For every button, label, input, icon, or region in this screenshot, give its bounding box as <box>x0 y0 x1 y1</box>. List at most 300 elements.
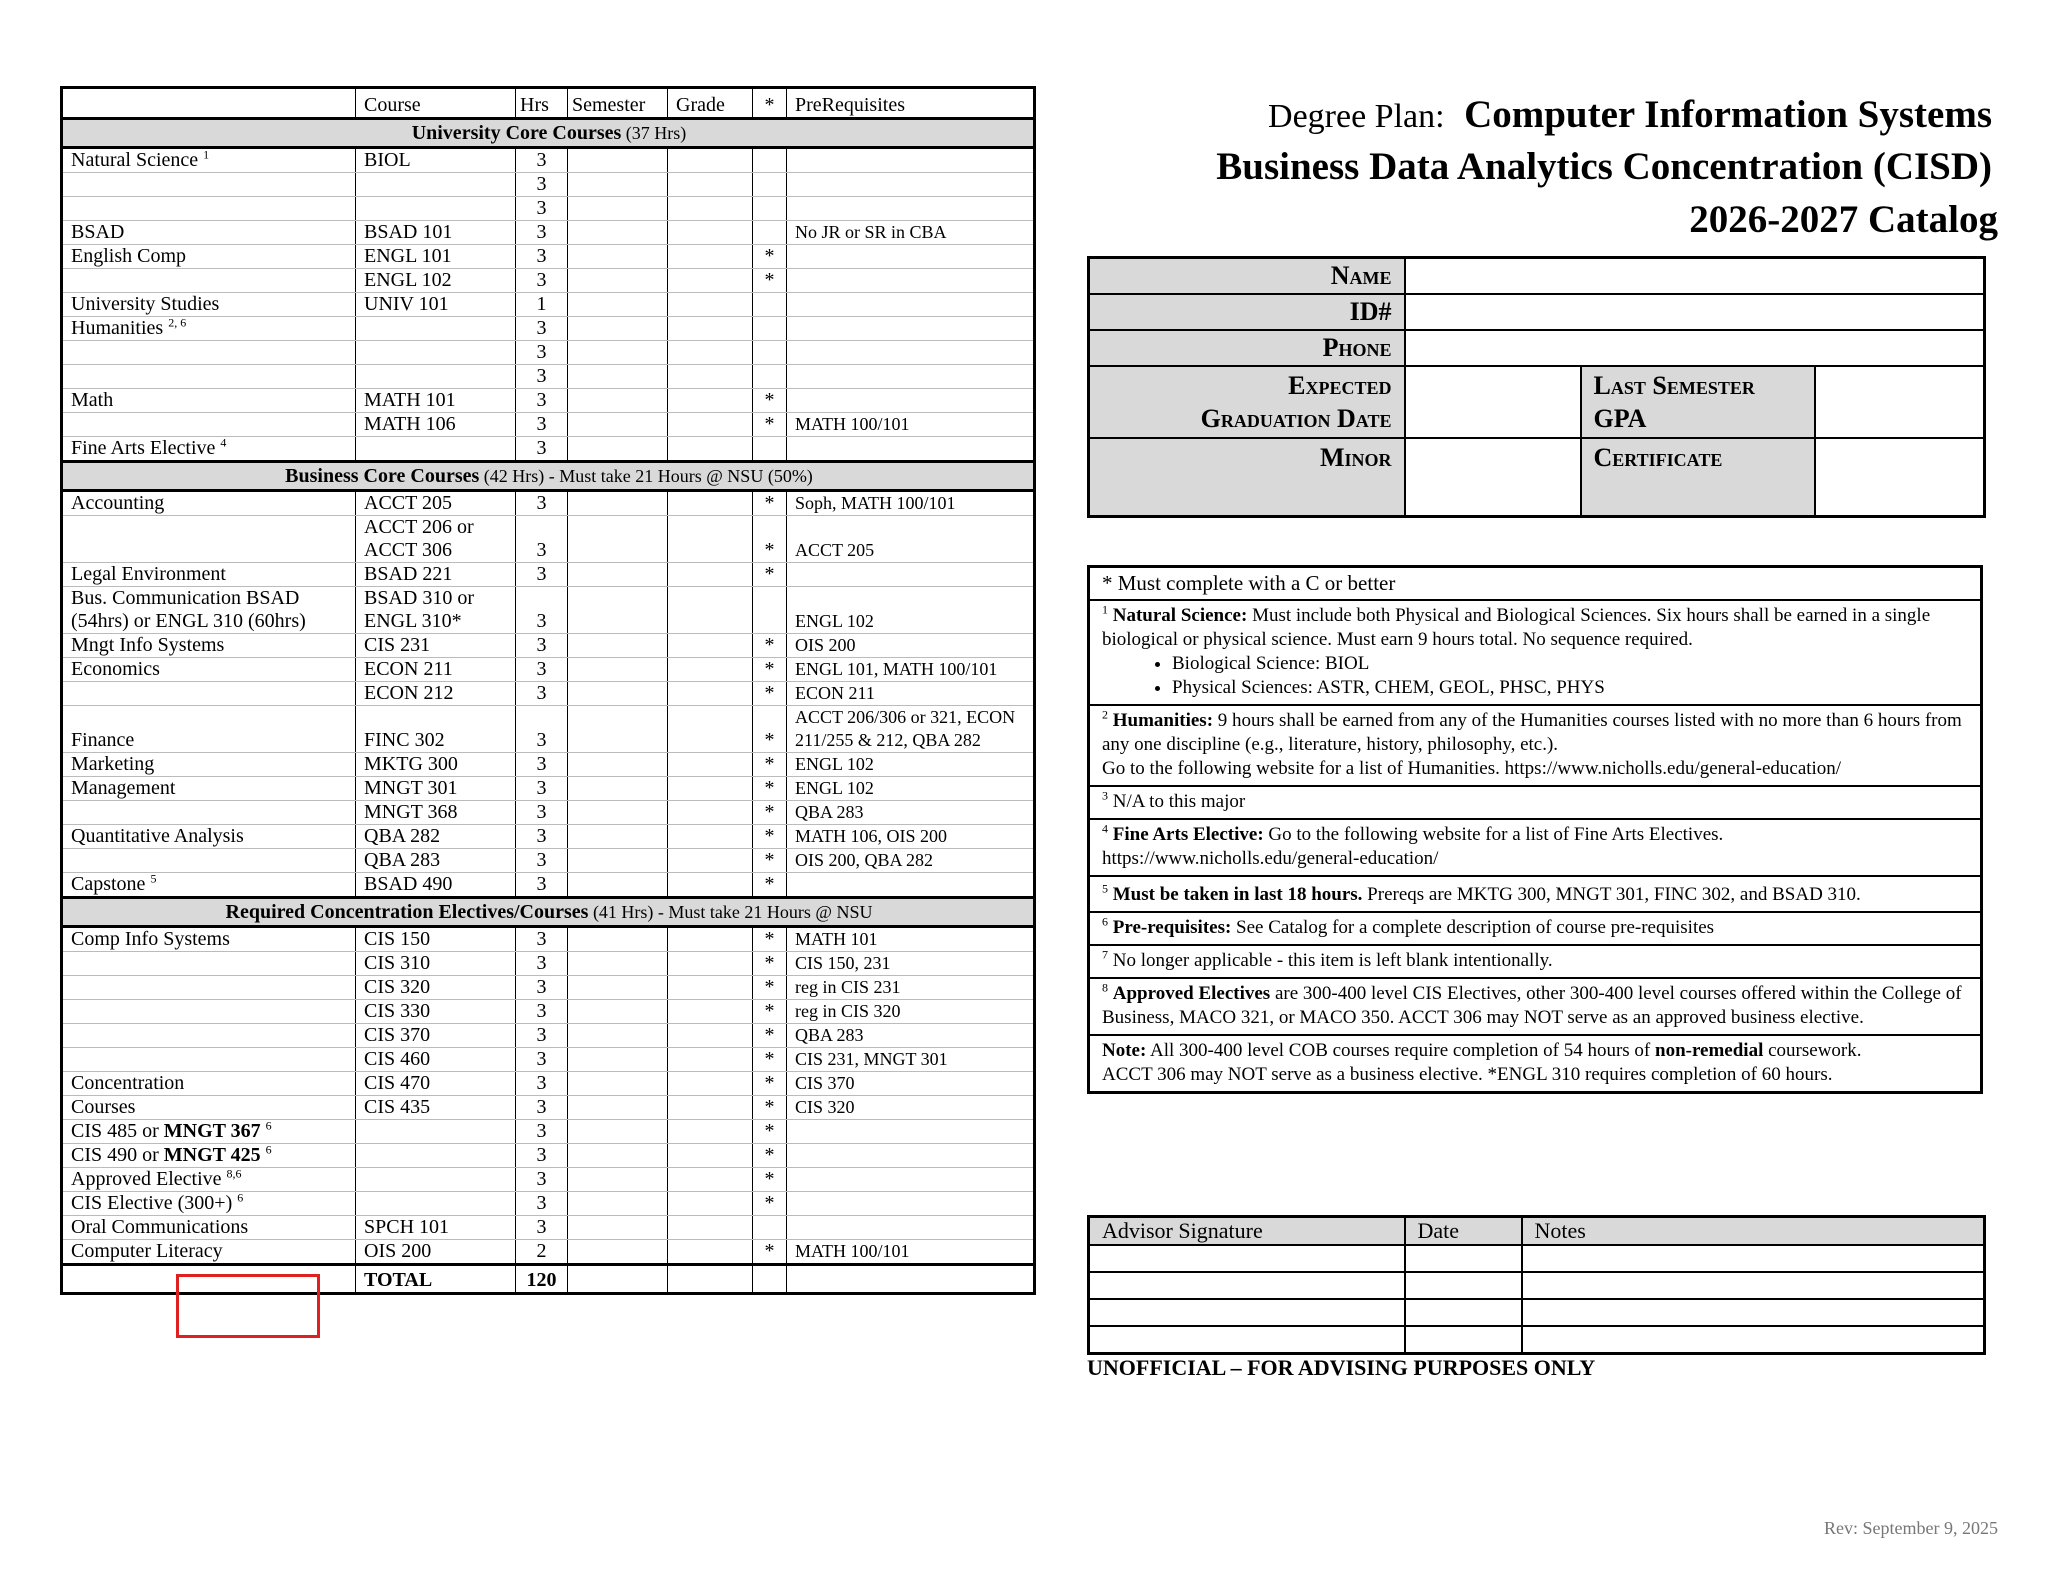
advisor-notes-cell[interactable] <box>1522 1272 1985 1299</box>
course-hours: 3 <box>516 1216 568 1240</box>
advisor-notes-cell[interactable] <box>1522 1245 1985 1272</box>
semester-cell[interactable] <box>568 317 668 341</box>
grade-cell[interactable] <box>668 317 753 341</box>
semester-cell[interactable] <box>568 1000 668 1024</box>
course-code: FINC 302 <box>356 706 516 753</box>
note-2: $^2$ Humanities: 9 hours shall be earned from any of the Humanities courses listed with no more than 6 hours from any one discipline (e.g., literature, history, philosophy, etc.). Go to the following website for a list of Humanities. https://www.nicholls.edu/general-education/ <box>1090 706 1980 787</box>
course-row <box>62 1000 1035 1024</box>
course-row <box>62 221 1035 245</box>
semester-cell[interactable] <box>568 1120 668 1144</box>
prerequisites <box>787 269 1035 293</box>
prerequisites: ECON 211 <box>787 682 1035 706</box>
course-row <box>62 1024 1035 1048</box>
course-hours: 3 <box>516 437 568 462</box>
semester-cell[interactable] <box>568 634 668 658</box>
course-row <box>62 413 1035 437</box>
course-row <box>62 563 1035 587</box>
semester-cell[interactable] <box>568 1168 668 1192</box>
c-or-better-marker <box>753 341 787 365</box>
course-area <box>62 873 356 898</box>
note-2-title: Humanities: <box>1112 710 1214 731</box>
semester-cell[interactable] <box>568 197 668 221</box>
course-area <box>62 269 356 293</box>
id-field[interactable] <box>1405 294 1985 330</box>
course-hours: 3 <box>516 413 568 437</box>
grade-cell[interactable] <box>668 491 753 516</box>
header-hrs: Hrs <box>516 88 568 119</box>
grade-cell[interactable] <box>668 437 753 462</box>
course-code: QBA 282 <box>356 825 516 849</box>
course-area-text: Math <box>71 389 114 411</box>
course-table-body <box>62 119 1035 1294</box>
course-area <box>62 197 356 221</box>
prerequisites <box>787 1120 1035 1144</box>
advisor-date-cell[interactable] <box>1405 1326 1522 1354</box>
semester-cell[interactable] <box>568 825 668 849</box>
section-note: (37 Hrs) <box>621 122 687 143</box>
total-empty <box>787 1265 1035 1294</box>
grade-cell[interactable] <box>668 1192 753 1216</box>
semester-cell[interactable] <box>568 952 668 976</box>
header-course: Course <box>356 88 516 119</box>
advisor-signature-header: Advisor Signature <box>1089 1217 1405 1246</box>
course-area-text: Marketing <box>71 753 155 775</box>
name-field[interactable] <box>1405 258 1985 295</box>
note-general-text2: ACCT 306 may NOT serve as a business elective. *ENGL 310 requires completion of 60 hours. <box>1102 1064 1833 1085</box>
prerequisites: reg in CIS 231 <box>787 976 1035 1000</box>
course-code: CIS 435 <box>356 1096 516 1120</box>
prerequisites <box>787 563 1035 587</box>
course-area <box>62 245 356 269</box>
course-area <box>62 1192 356 1216</box>
footnote-marker: 6 <box>237 1191 244 1205</box>
semester-cell[interactable] <box>568 245 668 269</box>
semester-cell[interactable] <box>568 1024 668 1048</box>
course-hours: 3 <box>516 849 568 873</box>
semester-cell[interactable] <box>568 777 668 801</box>
grade-cell[interactable] <box>668 1000 753 1024</box>
course-row <box>62 197 1035 221</box>
course-code: BSAD 490 <box>356 873 516 898</box>
course-area <box>62 1000 356 1024</box>
course-row <box>62 801 1035 825</box>
semester-cell[interactable] <box>568 341 668 365</box>
grade-cell[interactable] <box>668 1096 753 1120</box>
c-or-better-marker <box>753 317 787 341</box>
title-line-2: Business Data Analytics Concentration (CISD) <box>1216 145 1992 188</box>
semester-cell[interactable] <box>568 682 668 706</box>
course-hours: 3 <box>516 389 568 413</box>
semester-cell[interactable] <box>568 389 668 413</box>
section-header-row <box>62 898 1035 927</box>
grade-cell[interactable] <box>668 516 753 563</box>
c-or-better-marker <box>753 365 787 389</box>
grade-cell[interactable] <box>668 801 753 825</box>
course-area-text: Oral Communications <box>71 1216 249 1238</box>
last-semester-line2: GPA <box>1593 404 1647 433</box>
course-row <box>62 706 1035 753</box>
section-header <box>62 898 1035 927</box>
grade-cell[interactable] <box>668 563 753 587</box>
course-area <box>62 1144 356 1168</box>
grade-cell[interactable] <box>668 1168 753 1192</box>
grade-cell[interactable] <box>668 341 753 365</box>
semester-cell[interactable] <box>568 221 668 245</box>
grade-cell[interactable] <box>668 365 753 389</box>
course-code: ACCT 206 or ACCT 306 <box>356 516 516 563</box>
advisor-table <box>1087 1215 1986 1355</box>
course-area-text: Concentration <box>71 1072 185 1094</box>
advisor-date-cell[interactable] <box>1405 1245 1522 1272</box>
section-note: (41 Hrs) - Must take 21 Hours @ NSU <box>588 901 873 922</box>
course-code: CIS 330 <box>356 1000 516 1024</box>
course-hours: 3 <box>516 658 568 682</box>
prerequisites <box>787 197 1035 221</box>
advisor-row <box>1089 1299 1985 1326</box>
course-code: MATH 101 <box>356 389 516 413</box>
course-area-text: Computer Literacy <box>71 1240 223 1262</box>
c-or-better-marker: * <box>753 491 787 516</box>
course-area-text: Comp Info Systems <box>71 928 230 950</box>
semester-cell[interactable] <box>568 1096 668 1120</box>
semester-cell[interactable] <box>568 658 668 682</box>
semester-cell[interactable] <box>568 516 668 563</box>
note-1-text: Must include both Physical and Biological Sciences. Six hours shall be earned in a single biological or physical science. Must earn 9 hours total. No sequence required. <box>1102 605 1931 650</box>
note-5: $^5$ Must be taken in last 18 hours. Prereqs are MKTG 300, MNGT 301, FINC 302, and BSAD 310. <box>1090 877 1980 913</box>
last-semester-line1: Last Semester <box>1593 371 1755 400</box>
semester-cell[interactable] <box>568 927 668 952</box>
course-row <box>62 437 1035 462</box>
c-or-better-marker: * <box>753 1072 787 1096</box>
course-area <box>62 927 356 952</box>
grade-cell[interactable] <box>668 952 753 976</box>
grade-cell[interactable] <box>668 148 753 173</box>
title-line-1 <box>1268 92 1992 137</box>
grade-cell[interactable] <box>668 1120 753 1144</box>
note-8-title: Approved Electives <box>1112 983 1271 1004</box>
course-area-text: Mngt Info Systems <box>71 634 225 656</box>
note-5-text: Prereqs are MKTG 300, MNGT 301, FINC 302, and BSAD 310. <box>1362 884 1861 905</box>
semester-cell[interactable] <box>568 437 668 462</box>
note-1-bullet-physical: • Physical Sciences: ASTR, CHEM, GEOL, PHSC, PHYS <box>1172 676 1968 700</box>
course-row <box>62 777 1035 801</box>
advisor-signature-cell[interactable] <box>1089 1299 1405 1326</box>
grade-cell[interactable] <box>668 245 753 269</box>
course-row <box>62 1240 1035 1265</box>
course-area-text: CIS Elective (300+) <box>71 1192 233 1214</box>
course-area <box>62 849 356 873</box>
grade-cell[interactable] <box>668 777 753 801</box>
note-star <box>1090 568 1980 601</box>
course-hours: 3 <box>516 317 568 341</box>
semester-cell[interactable] <box>568 491 668 516</box>
course-row <box>62 173 1035 197</box>
grade-cell[interactable] <box>668 269 753 293</box>
prerequisites <box>787 148 1035 173</box>
prerequisites <box>787 389 1035 413</box>
advisor-date-cell[interactable] <box>1405 1299 1522 1326</box>
course-code: CIS 231 <box>356 634 516 658</box>
course-hours: 3 <box>516 516 568 563</box>
course-hours: 3 <box>516 927 568 952</box>
course-code: SPCH 101 <box>356 1216 516 1240</box>
grade-cell[interactable] <box>668 413 753 437</box>
course-hours: 3 <box>516 1048 568 1072</box>
semester-cell[interactable] <box>568 587 668 634</box>
minor-label <box>1089 438 1405 517</box>
course-row <box>62 365 1035 389</box>
note-1-list <box>1102 652 1968 700</box>
course-code: ECON 211 <box>356 658 516 682</box>
advisor-signature-cell[interactable] <box>1089 1326 1405 1354</box>
advisor-signature-cell[interactable] <box>1089 1245 1405 1272</box>
certificate-label-text: Certificate <box>1593 443 1723 472</box>
course-code <box>356 317 516 341</box>
grade-cell[interactable] <box>668 197 753 221</box>
prerequisites: Soph, MATH 100/101 <box>787 491 1035 516</box>
c-or-better-marker: * <box>753 952 787 976</box>
minor-field[interactable] <box>1405 438 1581 517</box>
course-area-text: Finance <box>71 729 135 751</box>
semester-cell[interactable] <box>568 269 668 293</box>
semester-cell[interactable] <box>568 1192 668 1216</box>
revision-date: Rev: September 9, 2025 <box>1824 1518 1998 1538</box>
highlight-box <box>176 1274 320 1338</box>
semester-cell[interactable] <box>568 801 668 825</box>
course-area-text: Capstone <box>71 873 146 895</box>
footnote-marker: 2, 6 <box>168 316 187 330</box>
course-area <box>62 682 356 706</box>
header-prerequisites: PreRequisites <box>787 88 1035 119</box>
grade-cell[interactable] <box>668 873 753 898</box>
course-row <box>62 148 1035 173</box>
course-hours: 3 <box>516 777 568 801</box>
semester-cell[interactable] <box>568 1072 668 1096</box>
note-1-bullet-biological: • Biological Science: BIOL <box>1172 652 1968 676</box>
course-code: BSAD 221 <box>356 563 516 587</box>
course-area <box>62 1072 356 1096</box>
course-area-text: Courses <box>71 1096 136 1118</box>
course-hours: 3 <box>516 1120 568 1144</box>
c-or-better-marker: * <box>753 516 787 563</box>
grade-cell[interactable] <box>668 849 753 873</box>
semester-cell[interactable] <box>568 365 668 389</box>
section-header-row <box>62 119 1035 148</box>
grade-cell[interactable] <box>668 389 753 413</box>
last-semester-gpa-field[interactable] <box>1815 366 1985 438</box>
semester-cell[interactable] <box>568 849 668 873</box>
prerequisites <box>787 245 1035 269</box>
course-row <box>62 491 1035 516</box>
prerequisites <box>787 341 1035 365</box>
course-hours: 3 <box>516 365 568 389</box>
course-code <box>356 1192 516 1216</box>
semester-cell[interactable] <box>568 173 668 197</box>
note-5-title: Must be taken in last 18 hours. <box>1112 884 1363 905</box>
name-label: Name <box>1089 258 1405 295</box>
course-area <box>62 341 356 365</box>
grade-cell[interactable] <box>668 706 753 753</box>
grade-cell[interactable] <box>668 173 753 197</box>
course-code <box>356 365 516 389</box>
c-or-better-marker: * <box>753 682 787 706</box>
course-row <box>62 1216 1035 1240</box>
expected-graduation-field[interactable] <box>1405 366 1581 438</box>
c-or-better-marker: * <box>753 1240 787 1265</box>
grade-cell[interactable] <box>668 221 753 245</box>
grade-cell[interactable] <box>668 753 753 777</box>
course-code: BSAD 310 or ENGL 310* <box>356 587 516 634</box>
note-general-text-a: All 300-400 level COB courses require completion of 54 hours of <box>1146 1040 1655 1061</box>
course-hours: 3 <box>516 801 568 825</box>
advisor-notes-cell[interactable] <box>1522 1326 1985 1354</box>
course-area-text: Legal Environment <box>71 563 226 585</box>
c-or-better-marker: * <box>753 1048 787 1072</box>
note-6-text: See Catalog for a complete description of course pre-requisites <box>1231 917 1715 938</box>
course-row <box>62 587 1035 634</box>
advisor-signature-cell[interactable] <box>1089 1272 1405 1299</box>
grade-cell[interactable] <box>668 1144 753 1168</box>
course-hours: 3 <box>516 491 568 516</box>
semester-cell[interactable] <box>568 1144 668 1168</box>
grade-cell[interactable] <box>668 825 753 849</box>
course-hours: 3 <box>516 753 568 777</box>
course-row <box>62 825 1035 849</box>
course-area <box>62 976 356 1000</box>
course-row <box>62 976 1035 1000</box>
expected-graduation-line2: Graduation Date <box>1200 404 1392 433</box>
course-code: ACCT 205 <box>356 491 516 516</box>
semester-cell[interactable] <box>568 413 668 437</box>
c-or-better-marker: * <box>753 245 787 269</box>
course-area <box>62 1048 356 1072</box>
course-code <box>356 437 516 462</box>
grade-cell[interactable] <box>668 1240 753 1265</box>
section-header <box>62 462 1035 491</box>
note-4: $^4$ Fine Arts Elective: Go to the following website for a list of Fine Arts Electives. https://www.nicholls.edu/general-education/ <box>1090 820 1980 877</box>
prerequisites: CIS 150, 231 <box>787 952 1035 976</box>
course-row <box>62 1192 1035 1216</box>
semester-cell[interactable] <box>568 1240 668 1265</box>
c-or-better-marker <box>753 173 787 197</box>
prerequisites: No JR or SR in CBA <box>787 221 1035 245</box>
c-or-better-marker <box>753 221 787 245</box>
semester-cell[interactable] <box>568 293 668 317</box>
prerequisites: ENGL 102 <box>787 587 1035 634</box>
grade-cell[interactable] <box>668 976 753 1000</box>
advisor-date-header: Date <box>1405 1217 1522 1246</box>
course-area <box>62 801 356 825</box>
grade-cell[interactable] <box>668 1024 753 1048</box>
section-title: Required Concentration Electives/Courses <box>225 900 589 923</box>
semester-cell[interactable] <box>568 976 668 1000</box>
grade-cell[interactable] <box>668 927 753 952</box>
prerequisites: CIS 231, MNGT 301 <box>787 1048 1035 1072</box>
course-table <box>60 86 1036 1295</box>
course-row <box>62 952 1035 976</box>
course-code: ECON 212 <box>356 682 516 706</box>
phone-field[interactable] <box>1405 330 1985 366</box>
course-area-text: Accounting <box>71 492 165 514</box>
total-label: TOTAL <box>356 1265 516 1294</box>
course-area-text: Economics <box>71 658 160 680</box>
grade-cell[interactable] <box>668 293 753 317</box>
grade-cell[interactable] <box>668 1048 753 1072</box>
course-area-text: University Studies <box>71 293 220 315</box>
total-empty <box>568 1265 668 1294</box>
semester-cell[interactable] <box>568 873 668 898</box>
grade-cell[interactable] <box>668 1072 753 1096</box>
course-hours: 3 <box>516 682 568 706</box>
course-area <box>62 1024 356 1048</box>
grade-cell[interactable] <box>668 682 753 706</box>
grade-cell[interactable] <box>668 658 753 682</box>
note-2-text: 9 hours shall be earned from any of the Humanities courses listed with no more than 6 hours from any one discipline (e.g., literature, history, philosophy, etc.). <box>1102 710 1962 755</box>
grade-cell[interactable] <box>668 587 753 634</box>
expected-graduation-label <box>1089 366 1405 438</box>
course-hours: 3 <box>516 148 568 173</box>
semester-cell[interactable] <box>568 753 668 777</box>
course-area-bold: MNGT 425 <box>163 1144 261 1166</box>
c-or-better-marker: * <box>753 634 787 658</box>
course-area <box>62 1096 356 1120</box>
c-or-better-marker: * <box>753 753 787 777</box>
total-empty <box>753 1265 787 1294</box>
grade-cell[interactable] <box>668 1216 753 1240</box>
course-row <box>62 1120 1035 1144</box>
course-row <box>62 1072 1035 1096</box>
certificate-field[interactable] <box>1815 438 1985 517</box>
header-area <box>62 88 356 119</box>
table-header-row <box>62 88 1035 119</box>
prerequisites: ACCT 206/306 or 321, ECON 211/255 & 212, QBA 282 <box>787 706 1035 753</box>
c-or-better-marker: * <box>753 563 787 587</box>
c-or-better-marker: * <box>753 1192 787 1216</box>
prerequisites <box>787 293 1035 317</box>
course-row <box>62 873 1035 898</box>
c-or-better-marker: * <box>753 1168 787 1192</box>
c-or-better-marker: * <box>753 1000 787 1024</box>
grade-cell[interactable] <box>668 634 753 658</box>
section-title: Business Core Courses <box>285 464 480 487</box>
course-hours: 3 <box>516 1096 568 1120</box>
course-area <box>62 317 356 341</box>
course-hours: 3 <box>516 952 568 976</box>
course-area-text: Bus. Communication BSAD (54hrs) or ENGL 310 (60hrs) <box>71 587 306 632</box>
course-row <box>62 317 1035 341</box>
course-area <box>62 437 356 462</box>
course-area <box>62 1240 356 1265</box>
course-hours: 2 <box>516 1240 568 1265</box>
advisor-date-cell[interactable] <box>1405 1272 1522 1299</box>
semester-cell[interactable] <box>568 1216 668 1240</box>
prerequisites <box>787 437 1035 462</box>
course-area <box>62 293 356 317</box>
course-hours: 3 <box>516 587 568 634</box>
semester-cell[interactable] <box>568 148 668 173</box>
advisor-notes-cell[interactable] <box>1522 1299 1985 1326</box>
c-or-better-marker: * <box>753 1024 787 1048</box>
semester-cell[interactable] <box>568 1048 668 1072</box>
course-code: CIS 370 <box>356 1024 516 1048</box>
semester-cell[interactable] <box>568 706 668 753</box>
semester-cell[interactable] <box>568 563 668 587</box>
footnotes-box <box>1087 565 1983 1094</box>
course-code: ENGL 102 <box>356 269 516 293</box>
course-area <box>62 413 356 437</box>
course-hours: 3 <box>516 269 568 293</box>
c-or-better-marker: * <box>753 777 787 801</box>
